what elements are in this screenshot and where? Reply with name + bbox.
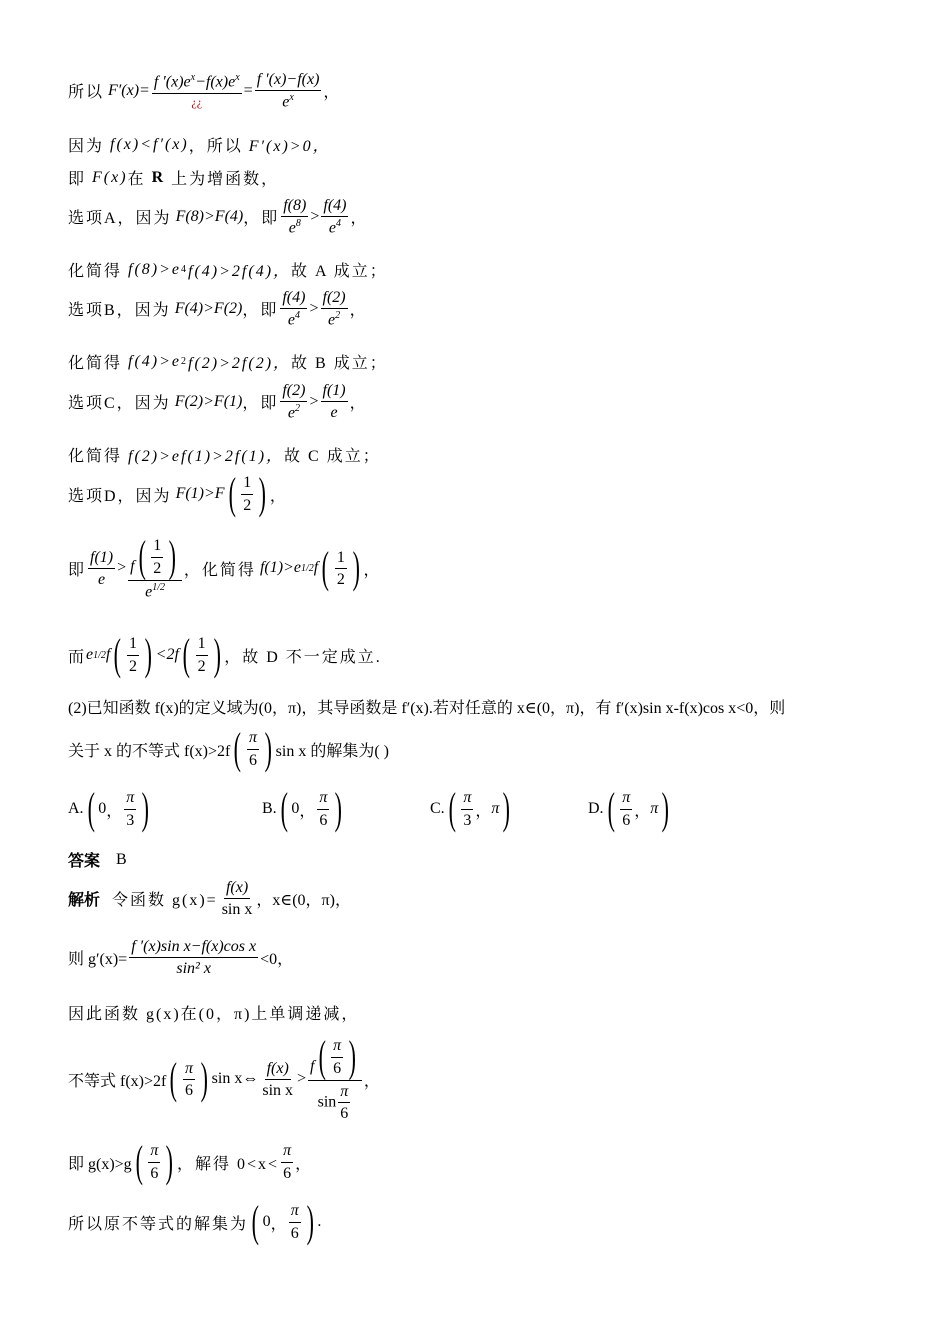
option-d-line: 选项D，因为 F(1)>F ( $\frac{1}{2}$ ) ， xyxy=(68,469,286,518)
option-c-line: 选项C，因为 F(2)>F(1) ，即 $\frac{f(2)}{e^2}$ > $\frac{f(1)}{e}$ ， xyxy=(68,382,366,422)
fraction: $\frac{f '(x)e^x-f(x)e^x}{¿¿}$ xyxy=(153,72,240,109)
derivative-line: 所以 F′(x)= $\frac{f '(x)e^x-f(x)e^x}{¿¿}$ = $\frac{f '(x)-f(x)}{e^x}$ ， xyxy=(68,71,340,111)
answer-value: B xyxy=(116,850,127,868)
text: 所以 xyxy=(68,84,105,102)
choice-b[interactable]: B. ( 0 ， $\frac{\pi}{6}$ ) xyxy=(262,784,343,833)
text-line: 因为 f(x)<f′(x) ，所以 F′(x)>0， xyxy=(68,135,331,155)
analysis-line-6: 所以原不等式的解集为 ( 0 ， $\frac{\pi}{6}$ ) . xyxy=(68,1197,322,1246)
analysis-line-1: 解析 令函数 g(x)= $\frac{f(x)}{\text{sin x}}$ ，x∈(0，π)， xyxy=(68,879,351,919)
option-a-line: 选项A，因为 F(8)>F(4) ，即 $\frac{f(8)}{e^8}$ > $\frac{f(4)}{e^4}$ ， xyxy=(68,197,367,237)
analysis-label: 解析 xyxy=(68,892,101,910)
analysis-line-3: 因此函数 g(x)在(0，π)上单调递减， xyxy=(68,1006,360,1023)
choice-a[interactable]: A. ( 0 ， $\frac{\pi}{3}$ ) xyxy=(68,784,150,833)
text: F′(x)= xyxy=(108,81,150,99)
option-d-line-2: 即 $\frac{f(1)}{e}$ > f ( $\frac{1}{2}$ ) $e^{1/2}$ ，化简得 f(1)>e 1/2 f ( $\frac{1}{2}$ ) ， xyxy=(68,532,380,601)
text: = xyxy=(243,81,253,99)
choice-c[interactable]: C. ( $\frac{\pi}{3}$ ， π ) xyxy=(430,784,511,833)
answer-line xyxy=(68,848,127,871)
text-line: 化简得 f(4)>e 2 f(2)>2f(2)， 故 B 成立； xyxy=(68,352,388,372)
text-line: 化简得 f(2)>ef(1)>2f(1)， 故 C 成立； xyxy=(68,448,381,465)
analysis-line-2: 则 g′(x)= $\frac{\text{f ′(x)sin x−f(x)cos x}}{\text{sin² x}}$ <0， xyxy=(68,938,294,978)
analysis-line-5: 即 g(x)>g ( $\frac{\pi}{6}$ ) ，解得 0<x< $\frac{\pi}{6}$ ， xyxy=(68,1137,312,1186)
answer-label: 答案 xyxy=(68,853,101,870)
question-2-line-1: (2)已知函数 f(x)的定义域为(0，π)，其导函数是 f′(x).若对任意的 x∈(0，π)，有 f′(x)sin x-f(x)cos x<0，则 xyxy=(68,700,786,717)
choice-d[interactable]: D. ( $\frac{\pi}{6}$ ， π ) xyxy=(588,784,670,833)
fraction: $\frac{f '(x)-f(x)}{e^x}$ xyxy=(256,71,320,111)
option-b-line: 选项B，因为 F(4)>F(2) ，即 $\frac{f(4)}{e^4}$ > $\frac{f(2)}{e^2}$ ， xyxy=(68,289,366,329)
text-line: 即 F(x) 在 R 上为增函数， xyxy=(68,168,280,188)
question-2-line-2: 关于 x 的不等式 f(x)>2f ( $\frac{\pi}{6}$ ) sin x 的解集为( ) xyxy=(68,724,390,773)
text-line: 化简得 f(8)>e 4 f(4)>2f(4)， 故 A 成立； xyxy=(68,260,388,280)
option-d-line-3: 而 e 1/2 f ( $\frac{1}{2}$ ) <2f ( $\frac{1}{2}$ ) ，故 D 不一定成立. xyxy=(68,630,382,679)
analysis-line-4: 不等式 f(x)>2f ( $\frac{\pi}{6}$ ) sin x⇔ $\frac{f(x)}{\text{sin x}}$ > f ( $\frac{\pi}{6}$ ) sin $\frac{\pi}{6}$ ， xyxy=(68,1032,380,1123)
